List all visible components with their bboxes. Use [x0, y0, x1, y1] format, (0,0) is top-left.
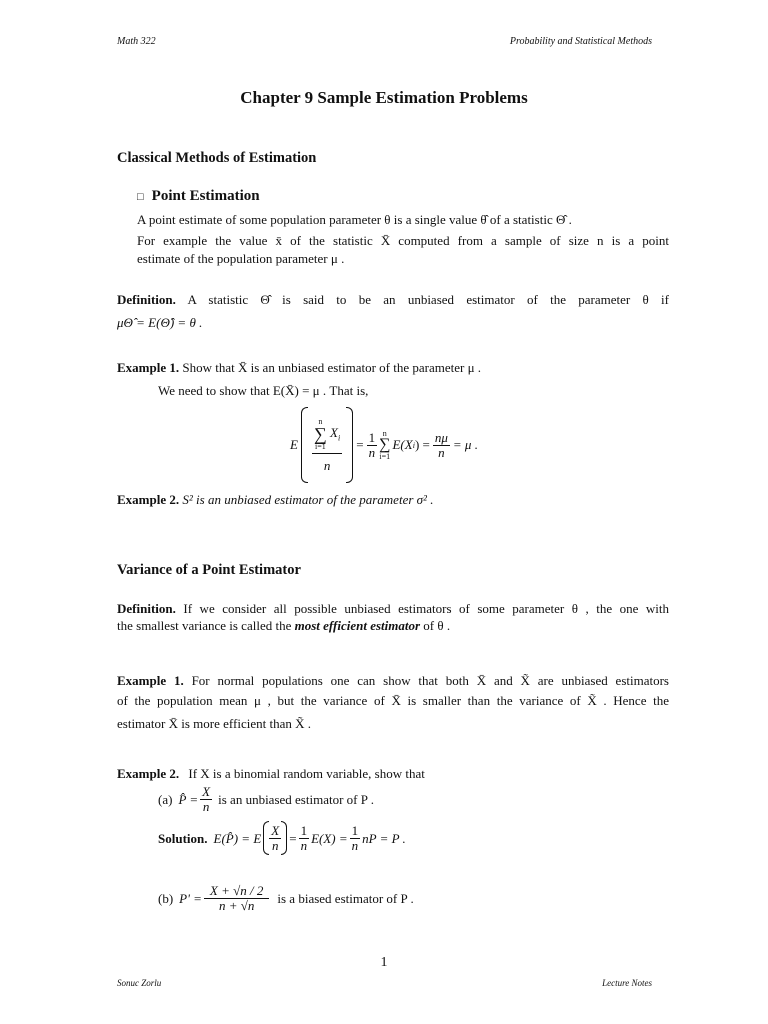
part-b-fraction: [204, 884, 269, 913]
page-title: Chapter 9 Sample Estimation Problems: [240, 88, 528, 107]
part-a-text: is an unbiased estimator of P .: [218, 791, 374, 807]
example-normal-text-1: For normal populations one can show that both X̄ and X̃ are unbiased estimators: [191, 673, 669, 688]
sum-operator-2: [379, 429, 390, 461]
solution-right-paren: [281, 821, 287, 855]
part-b-den: n + √n: [218, 897, 255, 913]
expectation-formula: [290, 404, 478, 486]
example-normal-line-1: [117, 672, 669, 689]
sum-symbol: ∑: [313, 423, 327, 444]
example-text: Show that X̄ is an unbiased estimator of the parameter μ .: [182, 360, 482, 375]
example-label: Example 1.: [117, 360, 180, 375]
solution-frac-x-n: [269, 824, 281, 853]
definition-formula: μΘ̂ = E(Θ̂) = θ .: [117, 315, 203, 330]
definition-label: Definition.: [117, 292, 176, 307]
definition-text: A statistic Θ̂ is said to be an unbiased estimator of the parameter θ if: [187, 292, 669, 307]
most-efficient-estimator-term: most efficient estimator: [294, 618, 421, 633]
formula-mid-close: ) =: [414, 437, 430, 452]
point-estimation-line-1: A point estimate of some population parameter θ is a single value θ̂ of a statistic Θ̂ .: [137, 212, 572, 227]
sum-sub: i: [338, 433, 341, 443]
example-1-statement: [117, 359, 481, 376]
footer-notes: Lecture Notes: [602, 978, 652, 988]
definition-efficient-line-2: [117, 617, 450, 634]
point-estimation-line-2: For example the value x̄ of the statistic X̄ computed from a sample of size n is a point: [137, 233, 669, 248]
sum-numerator: [312, 417, 342, 454]
part-a-num: X: [202, 783, 211, 799]
sum-top-2: n: [382, 429, 387, 438]
right-paren: [346, 407, 353, 483]
frac-den: n: [368, 444, 376, 460]
example-2-label: Example 2.: [117, 492, 180, 507]
sum-top: n: [318, 416, 323, 426]
part-a: [158, 780, 374, 818]
solution: [158, 818, 406, 858]
definition-unbiased: [117, 291, 669, 308]
part-b-label: (b): [158, 890, 174, 906]
definition-2-text-c: of θ .: [423, 618, 451, 633]
solution-n-a: n: [300, 837, 308, 853]
sum-symbol-2: ∑: [379, 436, 391, 453]
point-estimation-line-3: estimate of the population parameter μ .: [137, 251, 345, 266]
example-binomial-text: If X is a binomial random variable, show that: [188, 766, 425, 781]
footer-author: Sonuc Zorlu: [117, 978, 162, 988]
example-normal-line-3: estimator X̄ is more efficient than X̃ .: [117, 716, 311, 731]
solution-one-b: 1: [351, 822, 359, 838]
one-over-n: [367, 431, 378, 460]
example-1-line-2: We need to show that E(X̄) = μ . That is,: [158, 383, 369, 398]
part-b-lhs: P' =: [179, 890, 202, 906]
left-paren: [301, 407, 308, 483]
sum-var: X: [330, 424, 338, 440]
sum-operator: [314, 417, 327, 451]
example-2-text: S² is an unbiased estimator of the parameter σ² .: [182, 492, 434, 507]
header-course: Math 322: [117, 36, 156, 47]
formula-end: = μ .: [452, 437, 478, 452]
eq-1: =: [356, 437, 364, 452]
definition-2-label: Definition.: [117, 601, 176, 616]
solution-label: Solution.: [158, 830, 208, 846]
part-a-lhs: P̂ =: [178, 791, 199, 807]
solution-one-a: 1: [300, 822, 308, 838]
section-heading-classical: Classical Methods of Estimation: [117, 150, 317, 166]
definition-efficient-line-1: [117, 600, 669, 617]
part-a-label: (a): [158, 791, 173, 807]
solution-n-b: n: [351, 837, 359, 853]
definition-2-text-a: the smallest variance is called the: [117, 618, 292, 633]
part-a-fraction: [200, 785, 212, 814]
nmu-over-n: [433, 431, 450, 460]
part-b-text: is a biased estimator of P .: [277, 890, 414, 906]
formula-mid: E(X: [392, 437, 413, 452]
frac-n: n: [438, 444, 445, 460]
solution-frac-num: X: [271, 822, 280, 838]
section-heading-variance: Variance of a Point Estimator: [117, 562, 301, 578]
sum-fraction: [312, 417, 342, 474]
point-estimation-heading: [137, 188, 260, 205]
solution-s2: =: [289, 830, 297, 846]
header-subject: Probability and Statistical Methods: [509, 36, 652, 47]
part-b: [158, 876, 414, 920]
example-normal-line-2: of the population mean μ , but the variance of X̄ is smaller than the variance of X̃ . Hence the: [117, 693, 669, 708]
sum-denominator: n: [323, 457, 331, 473]
formula-mid-sub: i: [412, 440, 415, 450]
solution-frac-1-n-b: [350, 824, 361, 853]
part-b-num: X + √n / 2: [204, 884, 269, 899]
solution-s1: E(P̂) = E: [213, 830, 262, 846]
example-2-statement: [117, 491, 433, 508]
part-a-den: n: [202, 798, 210, 814]
solution-s4: nP = P .: [362, 830, 406, 846]
page-number: 1: [380, 955, 388, 970]
example-binomial-label: Example 2.: [117, 766, 180, 781]
solution-frac-den: n: [271, 837, 279, 853]
checkbox-bullet-icon: □: [137, 191, 144, 203]
frac-num: 1: [368, 429, 376, 445]
definition-2-text: If we consider all possible unbiased estimators of some parameter θ , the one with: [183, 601, 669, 616]
example-normal-label: Example 1.: [117, 673, 184, 688]
sum-bottom-2: i=1: [379, 452, 391, 461]
solution-frac-1-n-a: [299, 824, 310, 853]
point-estimation-label: Point Estimation: [151, 188, 260, 204]
solution-s3: E(X) =: [311, 830, 348, 846]
sum-bottom: i=1: [315, 441, 326, 451]
formula-E: E: [290, 437, 298, 452]
frac-nmu: nμ: [434, 429, 448, 445]
